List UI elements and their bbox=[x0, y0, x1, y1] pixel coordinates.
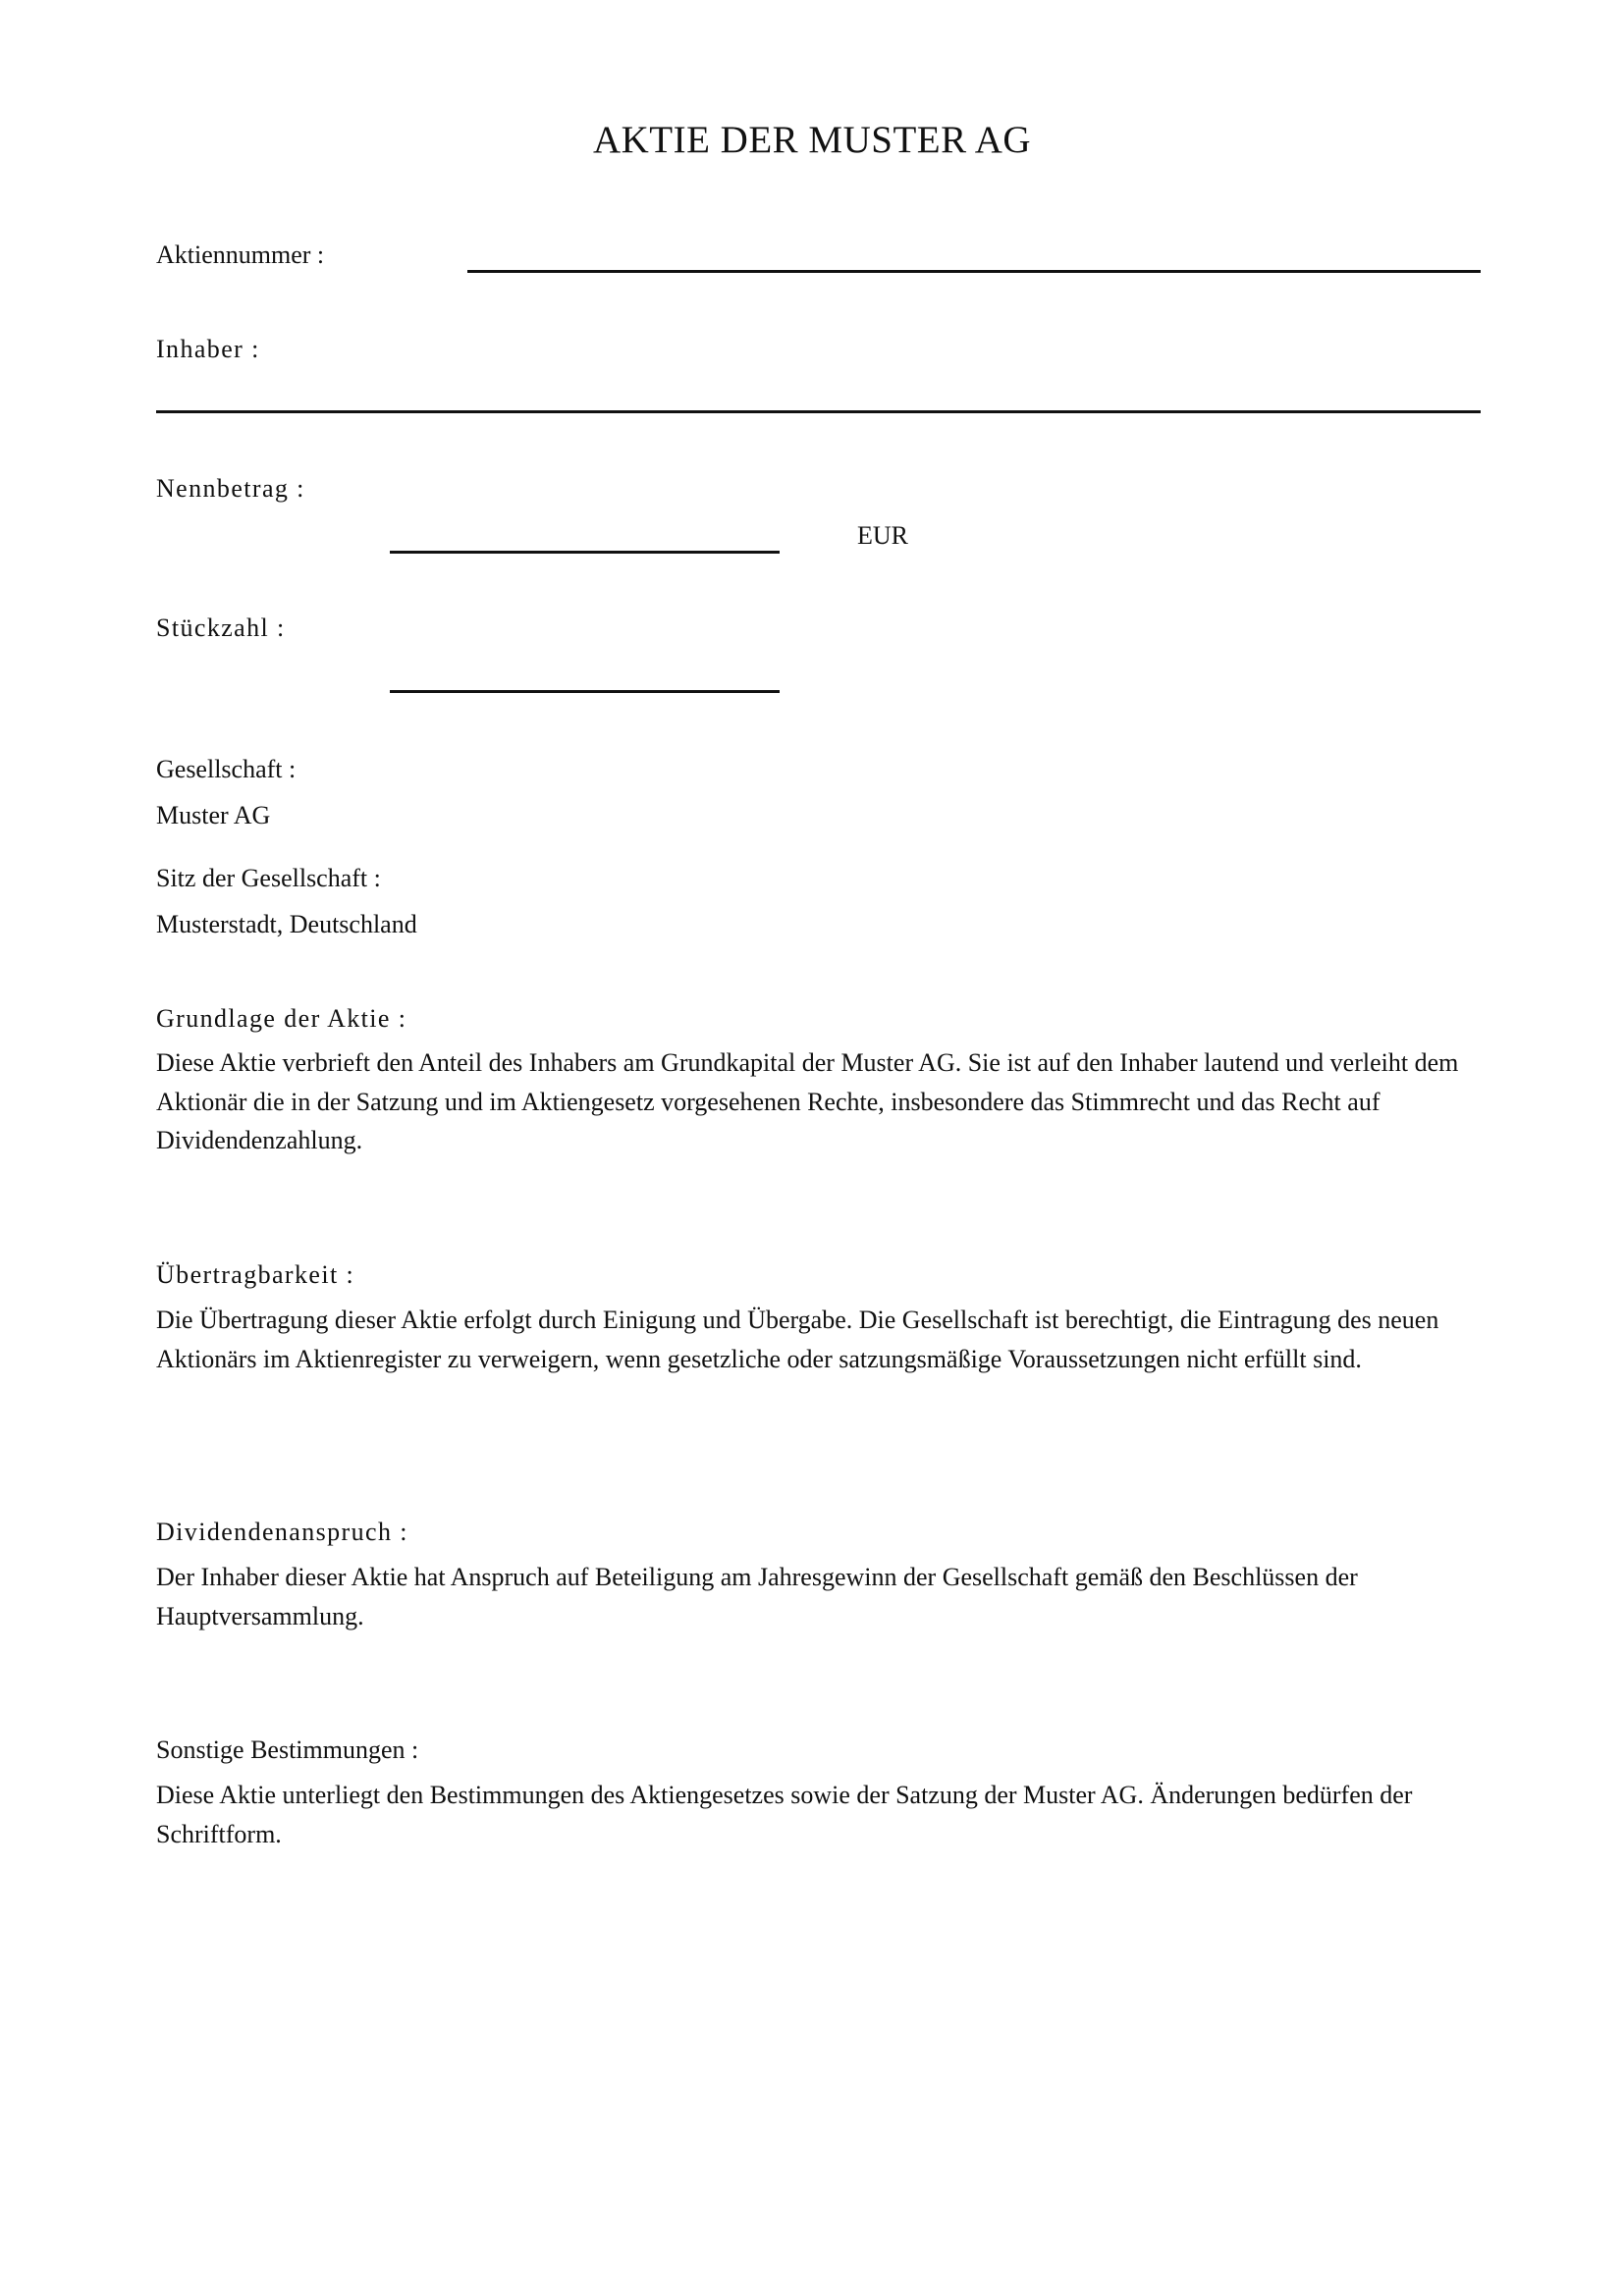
nennbetrag-input-line[interactable] bbox=[390, 551, 780, 554]
sitz-label: Sitz der Gesellschaft : bbox=[156, 864, 381, 892]
uebertragbarkeit-text: Die Übertragung dieser Aktie erfolgt durch Einigung und Übergabe. Die Gesellschaft ist berechtigt, die Eintragung des neuen Aktionärs im Aktienregister zu verweigern, wenn gesetzliche oder satzungsmäßige Voraussetzungen nicht erfüllt sind. bbox=[156, 1306, 1439, 1373]
inhaber-label: Inhaber : bbox=[156, 335, 260, 363]
stueckzahl-label: Stückzahl : bbox=[156, 614, 286, 642]
stueckzahl-input-line[interactable] bbox=[390, 690, 780, 693]
grundlage-heading: Grundlage der Aktie : bbox=[156, 1004, 407, 1033]
document-title: AKTIE DER MUSTER AG bbox=[592, 119, 1032, 161]
grundlage-text: Diese Aktie verbrieft den Anteil des Inhabers am Grundkapital der Muster AG. Sie ist auf den Inhaber lautend und verleiht dem Aktionär die in der Satzung und im Aktiengesetz vorgesehenen Rechte, insbesondere das Stimmrecht und das Recht auf Dividendenzahlung. bbox=[156, 1048, 1459, 1154]
aktiennummer-label: Aktiennummer : bbox=[156, 240, 325, 269]
gesellschaft-value: Muster AG bbox=[156, 801, 271, 829]
inhaber-input-line[interactable] bbox=[156, 410, 1481, 413]
aktiennummer-input-line[interactable] bbox=[467, 270, 1481, 273]
sonstige-heading: Sonstige Bestimmungen : bbox=[156, 1735, 419, 1764]
sitz-value: Musterstadt, Deutschland bbox=[156, 910, 417, 938]
uebertragbarkeit-heading: Übertragbarkeit : bbox=[156, 1260, 355, 1289]
dividendenanspruch-text: Der Inhaber dieser Aktie hat Anspruch auf Beteiligung am Jahresgewinn der Gesellschaft gemäß den Beschlüssen der Hauptversammlung. bbox=[156, 1563, 1358, 1630]
sonstige-text: Diese Aktie unterliegt den Bestimmungen des Aktiengesetzes sowie der Satzung der Muster AG. Änderungen bedürfen der Schriftform. bbox=[156, 1781, 1413, 1848]
nennbetrag-label: Nennbetrag : bbox=[156, 474, 305, 503]
gesellschaft-label: Gesellschaft : bbox=[156, 755, 297, 783]
nennbetrag-unit: EUR bbox=[857, 521, 908, 550]
dividendenanspruch-heading: Dividendenanspruch : bbox=[156, 1518, 408, 1546]
